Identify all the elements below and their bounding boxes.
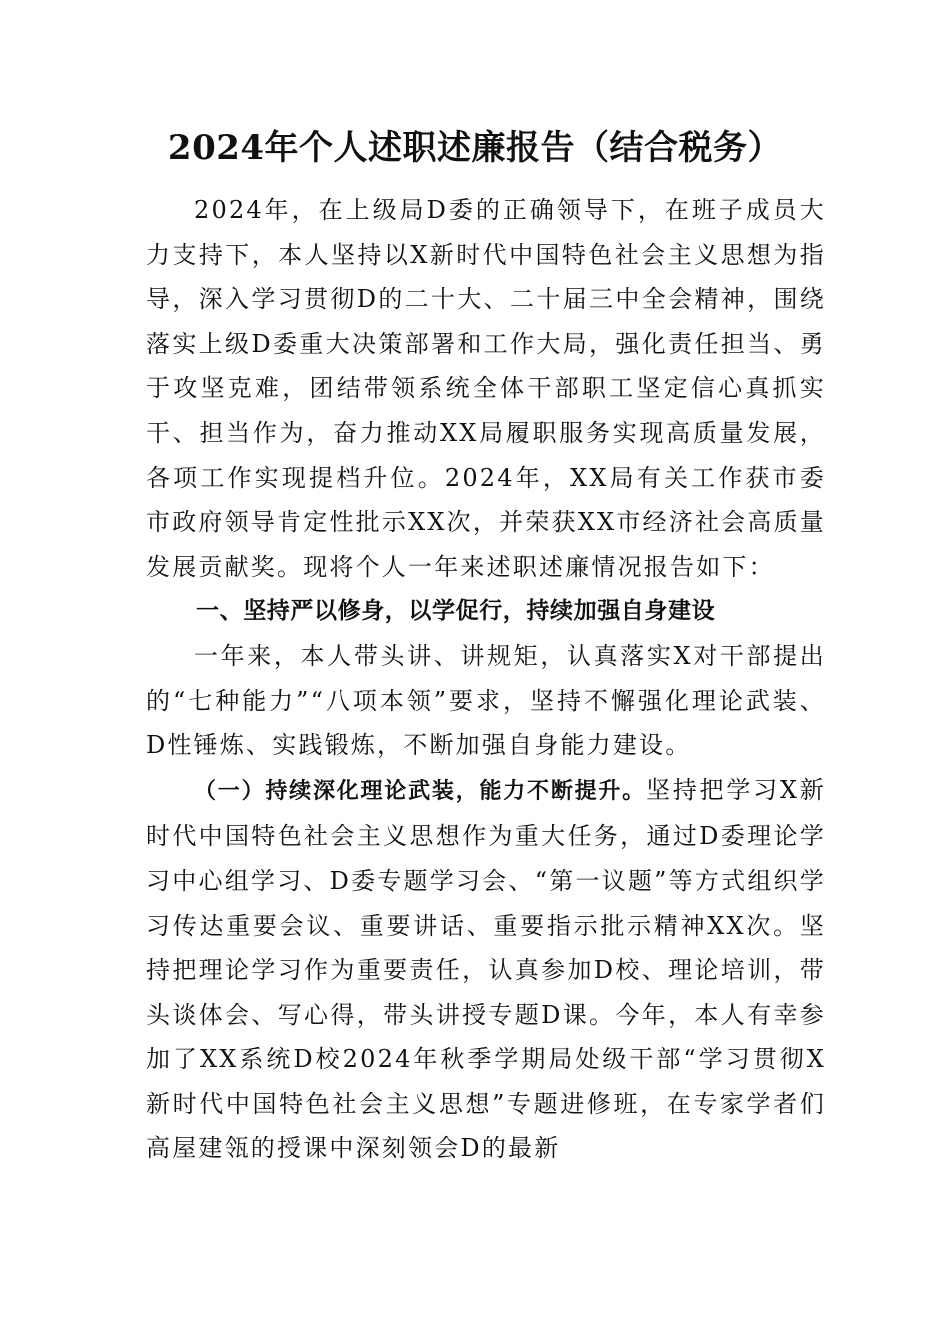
intro-paragraph: 2024年，在上级局D委的正确领导下，在班子成员大力支持下，本人坚持以X新时代中国特色社会主义思想为指导，深入学习贯彻D的二十大、二十届三中全会精神，围绕落实上级D委重大决策部署和工作大局，强化责任担当、勇于攻坚克难，团结带领系统全体干部职工坚定信心真抓实干、担当作为，奋力推动XX局履职服务实现高质量发展，各项工作实现提档升位。2024年，XX局有关工作获市委市政府领导肯定性批示XX次，并荣获XX市经济社会高质量发展贡献奖。现将个人一年来述职述廉情况报告如下： <box>146 196 826 581</box>
section-1-intro-paragraph: 一年来，本人带头讲、讲规矩，认真落实X对干部提出的“七种能力”“八项本领”要求，坚持不懈强化理论武装、D性锤炼、实践锻炼，不断加强自身能力建设。 <box>146 641 826 760</box>
document-title: 2024年个人述职述廉报告（结合税务） <box>167 128 783 168</box>
section-1-heading: 一、坚持严以修身，以学促行，持续加强自身建设 <box>196 598 716 625</box>
section-1-item-1-lead: （一）持续深化理论武装，能力不断提升。 <box>194 778 646 804</box>
section-1-item-1-text: 坚持把学习X新时代中国特色社会主义思想作为重大任务，通过D委理论学习中心组学习、D委专题学习会、“第一议题”等方式组织学习传达重要会议、重要讲话、重要指示批示精神XX次。坚持把理论学习作为重要责任，认真参加D校、理论培训，带头谈体会、写心得，带头讲授专题D课。今年，本人有幸参加了XX系统D校2024年秋季学期局处级干部“学习贯彻X新时代中国特色社会主义思想”专题进修班，在专家学者们高屋建瓴的授课中深刻领会D的最新 <box>146 775 826 1163</box>
document-body <box>146 188 826 1171</box>
section-1-item-1-paragraph <box>146 768 826 1171</box>
